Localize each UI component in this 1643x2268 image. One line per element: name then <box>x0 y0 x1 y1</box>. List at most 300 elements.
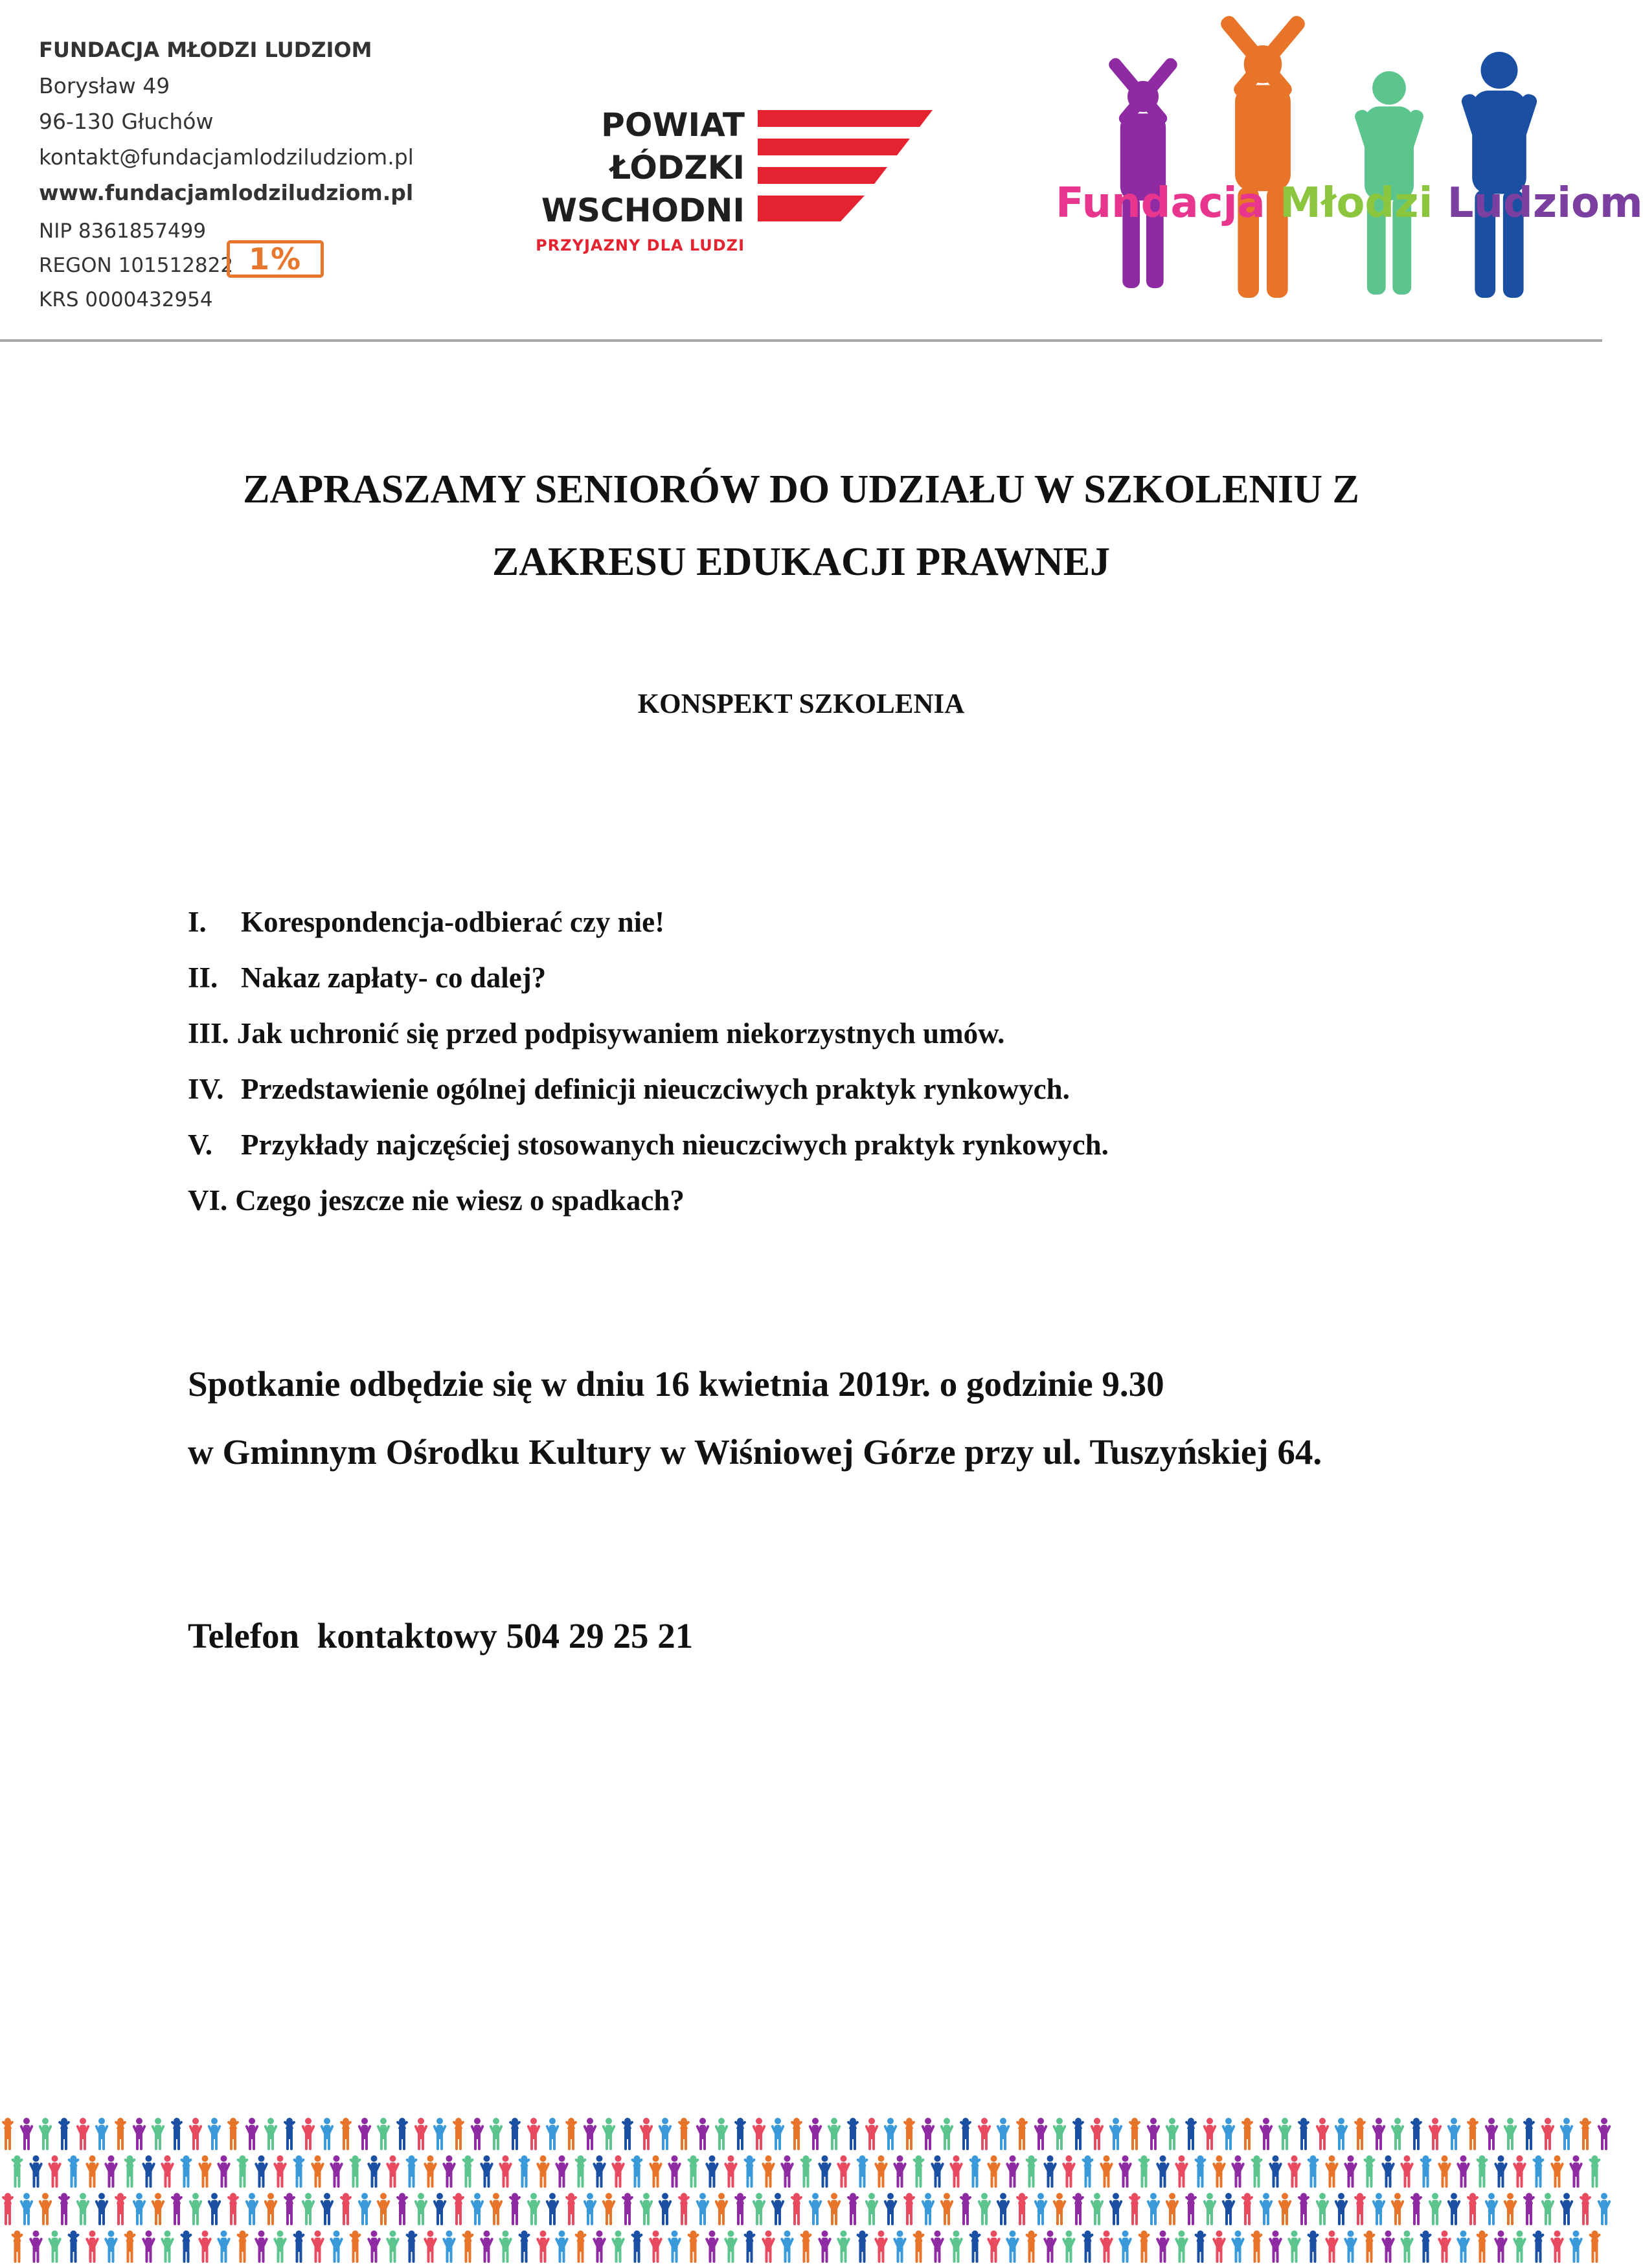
footer-figure-icon <box>1062 2230 1076 2263</box>
footer-figure-icon <box>545 2118 560 2150</box>
footer-figure-icon <box>1090 2118 1104 2150</box>
footer-figure-icon <box>545 2193 560 2225</box>
section-heading: KONSPEKT SZKOLENIA <box>637 689 965 719</box>
footer-figure-icon <box>1259 2118 1273 2150</box>
footer-figure-icon <box>1307 2155 1319 2188</box>
footer-figure-icon <box>1513 2155 1527 2188</box>
footer-figure-icon <box>969 2155 981 2188</box>
footer-figure-icon <box>124 2230 136 2263</box>
footer-figure-icon <box>574 2230 587 2263</box>
footer-figure-icon <box>602 2193 616 2225</box>
footer-figure-icon <box>462 2155 474 2188</box>
footer-figure-icon <box>1043 2155 1058 2188</box>
footer-figure-icon <box>293 2155 305 2188</box>
footer-figure-icon <box>1259 2193 1273 2225</box>
footer-figure-icon <box>1569 2155 1583 2188</box>
agenda-item-number: III. <box>188 1017 229 1050</box>
footer-figure-icon <box>649 2230 663 2263</box>
footer-figure-icon <box>1072 2118 1084 2150</box>
footer-figure-icon <box>236 2230 249 2263</box>
footer-figure-icon <box>1269 2155 1283 2188</box>
footer-figure-icon <box>330 2155 344 2188</box>
email-link[interactable]: kontakt@fundacjamlodziludziom.pl <box>39 144 414 170</box>
page-title <box>0 453 1602 598</box>
agenda-item-number: VI. <box>188 1184 228 1217</box>
footer-figure-icon <box>170 2193 183 2225</box>
footer-figure-icon <box>1447 2118 1461 2150</box>
footer-figure-icon <box>977 2193 991 2225</box>
footer-figure-icon <box>583 2193 597 2225</box>
footer-figure-icon <box>38 2193 52 2225</box>
footer-figure-icon <box>1100 2230 1114 2263</box>
footer-figure-icon <box>734 2193 746 2225</box>
footer-figure-icon <box>11 2230 23 2263</box>
footer-figure-icon <box>921 2118 935 2150</box>
footer-figure-icon <box>376 2118 391 2150</box>
footer-figure-icon <box>1082 2230 1094 2263</box>
footer-figure-icon <box>1344 2230 1358 2263</box>
footer-figure-icon <box>1447 2193 1461 2225</box>
footer-figure-icon <box>527 2193 541 2225</box>
footer-figure-icon <box>771 2193 785 2225</box>
footer-figure-icon <box>1589 2230 1601 2263</box>
footer-figure-icon <box>114 2118 126 2150</box>
footer-figure-icon <box>283 2118 295 2150</box>
footer-figure-icon <box>499 2155 513 2188</box>
footer-figure-icon <box>48 2155 62 2188</box>
agenda-list <box>188 905 1109 1239</box>
nip-number: NIP 8361857499 <box>39 219 207 243</box>
footer-figure-icon <box>602 2118 616 2150</box>
footer-figure-icon <box>1212 2155 1227 2188</box>
footer-figure-icon <box>1297 2118 1309 2150</box>
footer-figure-icon <box>85 2155 100 2188</box>
footer-figure-icon <box>1043 2230 1058 2263</box>
footer-figure-icon <box>273 2155 288 2188</box>
powiat-logo-line2: ŁÓDZKI <box>610 149 745 186</box>
footer-figure-icon <box>1428 2193 1442 2225</box>
footer-figure-icon <box>124 2155 136 2188</box>
footer-figure-icon <box>1082 2155 1094 2188</box>
footer-figure-icon <box>1315 2118 1330 2150</box>
footer-figure-icon <box>1231 2230 1245 2263</box>
footer-figure-icon <box>1015 2193 1028 2225</box>
footer-figure-icon <box>771 2118 785 2150</box>
footer-figure-icon <box>677 2118 690 2150</box>
footer-figure-icon <box>320 2193 334 2225</box>
agenda-item-number: IV. <box>188 1073 224 1105</box>
footer-figure-icon <box>724 2155 738 2188</box>
footer-figure-icon <box>405 2155 418 2188</box>
footer-figure-icon <box>367 2155 381 2188</box>
footer-figure-icon <box>1278 2193 1292 2225</box>
footer-figure-icon <box>414 2118 428 2150</box>
footer-figure-icon <box>293 2230 305 2263</box>
footer-figure-icon <box>1513 2230 1527 2263</box>
footer-figure-icon <box>320 2118 334 2150</box>
footer-figure-icon <box>1128 2193 1140 2225</box>
footer-figure-icon <box>1 2118 14 2150</box>
footer-figure-icon <box>1221 2193 1236 2225</box>
agenda-item-number: I. <box>188 906 207 938</box>
footer-figure-icon <box>668 2155 682 2188</box>
footer-figure-icon <box>349 2230 361 2263</box>
footer-figure-icon <box>1194 2155 1207 2188</box>
footer-figure-icon <box>1390 2118 1405 2150</box>
figure-blue-icon <box>1460 52 1539 298</box>
footer-figure-icon <box>1034 2118 1048 2150</box>
footer-figure-icon <box>611 2155 626 2188</box>
footer-figure-icon <box>1015 2118 1028 2150</box>
footer-figure-icon <box>1372 2193 1386 2225</box>
footer-figure-icon <box>593 2155 607 2188</box>
footer-figure-icon <box>1184 2193 1197 2225</box>
footer-figure-icon <box>1100 2155 1114 2188</box>
footer-figure-icon <box>198 2230 212 2263</box>
footer-figure-icon <box>1175 2230 1189 2263</box>
footer-figure-icon <box>780 2155 795 2188</box>
footer-figure-icon <box>1476 2155 1488 2188</box>
footer-figure-icon <box>1456 2155 1471 2188</box>
footer-figure-icon <box>1118 2230 1133 2263</box>
footer-figure-icon <box>1006 2155 1020 2188</box>
header-divider <box>0 339 1602 342</box>
footer-figure-icon <box>1438 2230 1452 2263</box>
footer-figure-icon <box>180 2230 192 2263</box>
footer-figure-icon <box>1559 2193 1574 2225</box>
footer-figure-icon <box>1006 2230 1020 2263</box>
footer-figure-icon <box>198 2155 212 2188</box>
footer-figure-icon <box>1194 2230 1207 2263</box>
footer-figure-icon <box>264 2193 278 2225</box>
footer-figure-icon <box>893 2230 907 2263</box>
footer-figure-icon <box>1269 2230 1283 2263</box>
footer-figure-icon <box>1251 2230 1263 2263</box>
footer-figure-icon <box>800 2230 812 2263</box>
footer-figure-icon <box>949 2230 964 2263</box>
footer-figure-icon <box>1503 2118 1517 2150</box>
footer-figure-icon <box>1138 2230 1150 2263</box>
footer-figure-icon <box>705 2230 720 2263</box>
powiat-logo-tagline: PRZYJAZNY DLA LUDZI <box>536 236 745 254</box>
footer-figure-icon <box>132 2193 146 2225</box>
meeting-location-line: w Gminnym Ośrodku Kultury w Wiśniowej Górze przy ul. Tuszyńskiej 64. <box>188 1432 1322 1472</box>
footer-figure-icon <box>743 2230 756 2263</box>
footer-figure-icon <box>883 2193 898 2225</box>
footer-figure-icon <box>1025 2155 1037 2188</box>
footer-figure-icon <box>1062 2155 1076 2188</box>
agenda-item <box>188 905 1109 961</box>
footer-figure-icon <box>583 2118 597 2150</box>
footer-figure-icon <box>1532 2230 1545 2263</box>
footer-figure-icon <box>921 2193 935 2225</box>
footer-figure-icon <box>104 2155 119 2188</box>
regon-number: REGON 101512822 <box>39 254 234 277</box>
footer-figure-icon <box>227 2118 239 2150</box>
footer-figure-icon <box>1334 2193 1348 2225</box>
footer-figure-icon <box>405 2230 418 2263</box>
footer-figure-icon <box>349 2155 361 2188</box>
footer-figure-icon <box>856 2230 868 2263</box>
powiat-logo-line1: POWIAT <box>601 106 745 144</box>
footer-figure-icon <box>658 2118 672 2150</box>
footer-figure-icon <box>508 2118 521 2150</box>
footer-figure-icon <box>1231 2155 1245 2188</box>
footer-figure-icon <box>1052 2118 1067 2150</box>
footer-figure-icon <box>518 2155 530 2188</box>
footer-figure-icon <box>1579 2193 1591 2225</box>
footer-figure-icon <box>1344 2155 1358 2188</box>
footer-figure-icon <box>827 2118 841 2150</box>
agenda-item-number: II. <box>188 961 218 994</box>
agenda-item-number: V. <box>188 1128 212 1161</box>
title-line-1: ZAPRASZAMY SENIORÓW DO UDZIAŁU W SZKOLENIU Z <box>243 467 1359 511</box>
figure-purple-icon <box>1107 56 1180 288</box>
footer-figure-icon <box>969 2230 981 2263</box>
footer-figure-icon <box>1184 2118 1197 2150</box>
footer-figure-icon <box>1381 2230 1396 2263</box>
footer-figure-icon <box>29 2230 43 2263</box>
title-line-2: ZAKRESU EDUKACJI PRAWNEJ <box>492 540 1111 584</box>
footer-figure-icon <box>1559 2118 1574 2150</box>
footer-figure-icon <box>1090 2193 1104 2225</box>
footer-figure-icon <box>1138 2155 1150 2188</box>
footer-figure-icon <box>76 2193 90 2225</box>
footer-figure-icon <box>1212 2230 1227 2263</box>
footer-figure-icon <box>687 2155 699 2188</box>
footer-figure-icon <box>188 2118 203 2150</box>
footer-figure-icon <box>1307 2230 1319 2263</box>
footer-figure-icon <box>95 2118 109 2150</box>
footer-figure-icon <box>151 2118 165 2150</box>
agenda-item-text: Czego jeszcze nie wiesz o spadkach? <box>235 1184 685 1217</box>
footer-figure-icon <box>714 2193 729 2225</box>
fundacja-logo <box>1049 36 1643 301</box>
footer-figure-icon <box>480 2230 494 2263</box>
footer-figure-icon <box>1175 2155 1189 2188</box>
footer-figure-icon <box>996 2118 1010 2150</box>
footer-figure-icon <box>912 2155 925 2188</box>
footer-figure-icon <box>639 2118 653 2150</box>
footer-figure-icon <box>85 2230 100 2263</box>
footer-figure-icon <box>940 2118 954 2150</box>
contact-phone: Telefon kontaktowy 504 29 25 21 <box>188 1616 694 1656</box>
footer-figure-icon <box>874 2155 889 2188</box>
footer-figure-icon <box>19 2193 34 2225</box>
footer-figure-icon <box>1410 2118 1422 2150</box>
krs-number: KRS 0000432954 <box>39 288 213 311</box>
footer-figure-icon <box>1334 2118 1348 2150</box>
footer-figure-icon <box>357 2193 372 2225</box>
footer-figure-icon <box>273 2230 288 2263</box>
footer-figure-icon <box>837 2155 851 2188</box>
footer-figure-icon <box>301 2193 315 2225</box>
fundacja-figures-icon <box>1049 36 1567 301</box>
footer-figure-icon <box>536 2155 550 2188</box>
footer-figure-icon <box>1 2193 14 2225</box>
fundacja-logo-text <box>1056 179 1643 227</box>
footer-figure-icon <box>452 2193 464 2225</box>
footer-figure-icon <box>808 2118 822 2150</box>
footer-figure-icon <box>743 2155 756 2188</box>
agenda-item <box>188 1016 1109 1072</box>
footer-figure-icon <box>1241 2118 1253 2150</box>
footer-figure-icon <box>489 2193 503 2225</box>
footer-figure-icon <box>555 2230 569 2263</box>
fundacja-logo-word-3: Ludziom <box>1447 179 1643 227</box>
footer-figure-icon <box>987 2155 1001 2188</box>
footer-figure-icon <box>414 2193 428 2225</box>
footer-figure-icon <box>883 2118 898 2150</box>
footer-figure-icon <box>1251 2155 1263 2188</box>
footer-figure-icon <box>170 2118 183 2150</box>
powiat-logo-text <box>541 104 745 232</box>
footer-figure-icon <box>856 2155 868 2188</box>
footer-figure-icon <box>565 2193 577 2225</box>
agenda-item <box>188 961 1109 1016</box>
footer-figure-icon <box>837 2230 851 2263</box>
powiat-logo-line3: WSCHODNI <box>541 192 745 229</box>
footer-figure-icon <box>207 2193 221 2225</box>
footer-figure-icon <box>1381 2155 1396 2188</box>
footer-figure-icon <box>1420 2155 1432 2188</box>
footer-figure-icon <box>1118 2155 1133 2188</box>
footer-figure-icon <box>58 2193 70 2225</box>
footer-figure-icon <box>236 2155 249 2188</box>
agenda-item-text: Nakaz zapłaty- co dalej? <box>241 961 547 994</box>
footer-figure-icon <box>687 2230 699 2263</box>
footer-figure-icon <box>1165 2193 1179 2225</box>
org-name: FUNDACJA MŁODZI LUDZIOM <box>39 38 372 62</box>
footer-figure-icon <box>367 2230 381 2263</box>
footer-figure-icon <box>386 2155 400 2188</box>
footer-figure-icon <box>1569 2230 1583 2263</box>
footer-figure-icon <box>1456 2230 1471 2263</box>
footer-figure-icon <box>1494 2155 1508 2188</box>
one-percent-badge: 1% <box>227 240 324 278</box>
footer-figure-icon <box>734 2118 746 2150</box>
footer-figure-icon <box>987 2230 1001 2263</box>
footer-figure-icon <box>827 2193 841 2225</box>
footer-figure-icon <box>1541 2193 1555 2225</box>
footer-figure-icon <box>217 2230 231 2263</box>
footer-figure-icon <box>752 2118 766 2150</box>
footer-figure-icon <box>489 2118 503 2150</box>
footer-figure-icon <box>639 2193 653 2225</box>
footer-figure-icon <box>245 2193 259 2225</box>
website-link[interactable]: www.fundacjamlodziludziom.pl <box>39 180 414 205</box>
footer-figure-icon <box>912 2230 925 2263</box>
footer-figure-icon <box>433 2193 447 2225</box>
footer-figure-icon <box>574 2155 587 2188</box>
footer-figure-icon <box>658 2193 672 2225</box>
footer-figure-icon <box>621 2193 633 2225</box>
footer-figure-icon <box>114 2193 126 2225</box>
footer-figure-icon <box>376 2193 391 2225</box>
footer-figure-icon <box>480 2155 494 2188</box>
footer-figure-icon <box>621 2118 633 2150</box>
powiat-stripes-icon <box>758 110 933 233</box>
footer-figure-icon <box>1438 2155 1452 2188</box>
footer-figure-icon <box>462 2230 474 2263</box>
footer-figure-icon <box>1052 2193 1067 2225</box>
agenda-item <box>188 1184 1109 1239</box>
footer-people-pattern-icon <box>0 2114 1602 2268</box>
footer-figure-icon <box>1541 2118 1555 2150</box>
footer-figure-icon <box>846 2118 859 2150</box>
footer-figure-icon <box>631 2155 643 2188</box>
footer-figure-icon <box>151 2193 165 2225</box>
footer-figure-icon <box>518 2230 530 2263</box>
footer-figure-icon <box>188 2193 203 2225</box>
footer-figure-icon <box>649 2155 663 2188</box>
footer-figure-icon <box>29 2155 43 2188</box>
footer-figure-icon <box>1400 2230 1414 2263</box>
footer-figure-icon <box>1287 2230 1302 2263</box>
footer-figure-icon <box>808 2193 822 2225</box>
footer-figure-icon <box>940 2193 954 2225</box>
footer-figure-icon <box>631 2230 643 2263</box>
footer-figure-icon <box>762 2230 776 2263</box>
footer-figure-icon <box>1287 2155 1302 2188</box>
footer-figure-icon <box>11 2155 23 2188</box>
footer-figure-icon <box>255 2155 269 2188</box>
footer-figure-icon <box>452 2118 464 2150</box>
footer-figure-icon <box>132 2118 146 2150</box>
footer-figure-icon <box>1589 2155 1601 2188</box>
footer-figure-icon <box>19 2118 34 2150</box>
footer-figure-icon <box>1109 2118 1123 2150</box>
address-street: Borysław 49 <box>39 73 170 98</box>
footer-figure-icon <box>386 2230 400 2263</box>
footer-figure-icon <box>790 2118 802 2150</box>
footer-figure-icon <box>1390 2193 1405 2225</box>
footer-figure-icon <box>977 2118 991 2150</box>
footer-figure-icon <box>424 2155 438 2188</box>
footer-figure-icon <box>593 2230 607 2263</box>
footer-figure-icon <box>1420 2230 1432 2263</box>
agenda-item <box>188 1128 1109 1184</box>
footer-figure-icon <box>396 2193 408 2225</box>
footer-figure-icon <box>931 2230 945 2263</box>
footer-figure-icon <box>48 2230 62 2263</box>
footer-figure-icon <box>1203 2118 1217 2150</box>
footer-figure-icon <box>1523 2193 1535 2225</box>
footer-figure-icon <box>442 2155 457 2188</box>
footer-figure-icon <box>1476 2230 1488 2263</box>
footer-figure-icon <box>1203 2193 1217 2225</box>
footer-figure-icon <box>1156 2155 1170 2188</box>
footer-figure-icon <box>1400 2155 1414 2188</box>
footer-figure-icon <box>38 2118 52 2150</box>
footer-figure-icon <box>1325 2230 1339 2263</box>
footer-figure-icon <box>696 2118 710 2150</box>
footer-figure-icon <box>527 2118 541 2150</box>
footer-figure-icon <box>142 2230 156 2263</box>
footer-figure-icon <box>1325 2155 1339 2188</box>
footer-figure-icon <box>714 2118 729 2150</box>
footer-figure-icon <box>696 2193 710 2225</box>
footer-figure-icon <box>893 2155 907 2188</box>
footer-figure-icon <box>1025 2230 1037 2263</box>
footer-figure-icon <box>339 2118 352 2150</box>
footer-figure-icon <box>1146 2193 1161 2225</box>
footer-figure-icon <box>565 2118 577 2150</box>
footer-figure-icon <box>67 2230 80 2263</box>
footer-figure-icon <box>762 2155 776 2188</box>
footer-figure-icon <box>470 2118 484 2150</box>
footer-figure-icon <box>668 2230 682 2263</box>
